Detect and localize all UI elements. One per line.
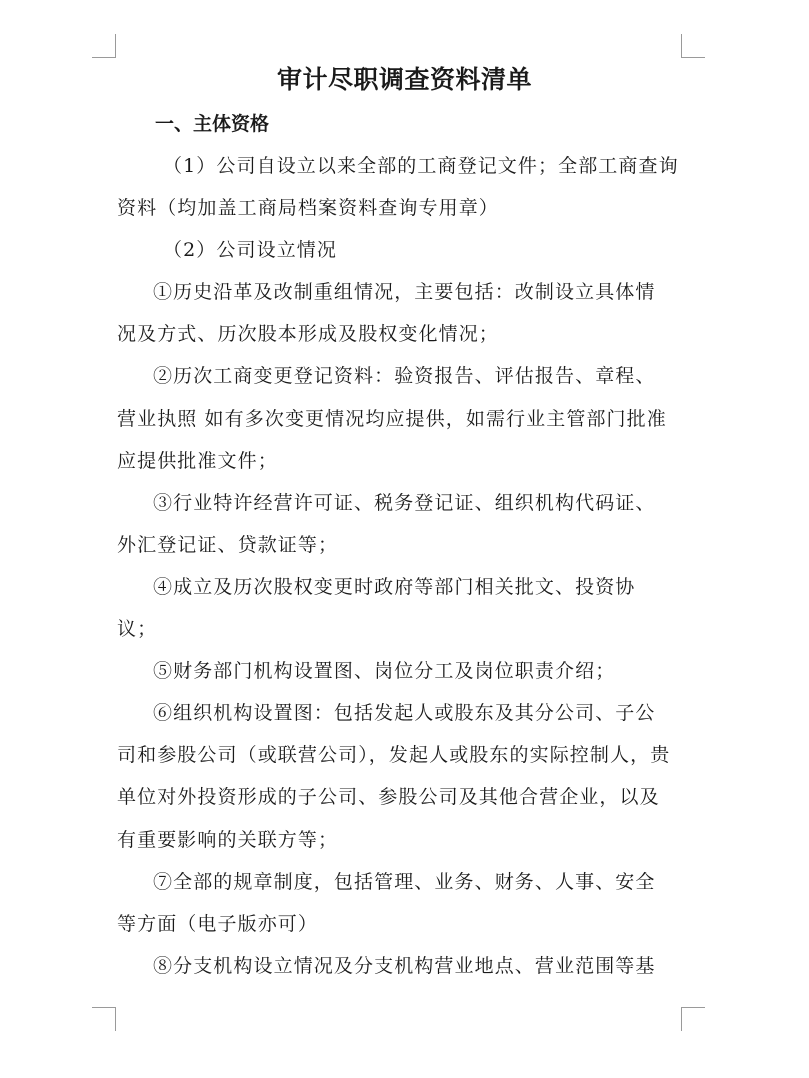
paragraph-line: 单位对外投资形成的子公司、参股公司及其他合营企业，以及 — [117, 786, 660, 809]
paragraph-line: 外汇登记证、贷款证等； — [117, 533, 339, 556]
section-heading: 一、主体资格 — [155, 113, 270, 135]
page-corner-mark-top-left — [92, 34, 116, 58]
paragraph-line: ①历史沿革及改制重组情况，主要包括：改制设立具体情 — [153, 281, 656, 304]
paragraph-line: 等方面（电子版亦可） — [117, 912, 319, 935]
page-corner-mark-bottom-right — [681, 1007, 705, 1031]
paragraph-line: ⑦全部的规章制度，包括管理、业务、财务、人事、安全 — [153, 870, 656, 893]
paragraph-line: 资料（均加盖工商局档案资料查询专用章） — [117, 197, 499, 220]
paragraph-line: 营业执照 如有多次变更情况均应提供，如需行业主管部门批准 — [117, 407, 667, 430]
paragraph-line: （1）公司自设立以来全部的工商登记文件；全部工商查询 — [163, 155, 679, 177]
paragraph-line: ⑥组织机构设置图：包括发起人或股东及其分公司、子公 — [153, 702, 656, 725]
page-corner-mark-bottom-left — [92, 1007, 116, 1031]
paragraph-line: 有重要影响的关联方等； — [117, 828, 339, 851]
paragraph-line: 议； — [117, 618, 158, 641]
paragraph-line: ⑤财务部门机构设置图、岗位分工及岗位职责介绍； — [153, 660, 616, 683]
paragraph-line: 应提供批准文件； — [117, 449, 278, 472]
paragraph-line: ③行业特许经营许可证、税务登记证、组织机构代码证、 — [153, 491, 656, 514]
paragraph-line: ④成立及历次股权变更时政府等部门相关批文、投资协 — [153, 575, 636, 598]
paragraph-line: （2）公司设立情况 — [163, 239, 337, 262]
document-title: 审计尽职调查资料清单 — [276, 65, 532, 94]
page-corner-mark-top-right — [681, 34, 705, 58]
paragraph-line: ②历次工商变更登记资料：验资报告、评估报告、章程、 — [153, 365, 656, 388]
paragraph-line: 司和参股公司（或联营公司），发起人或股东的实际控制人，贵 — [117, 744, 671, 767]
paragraph-line: ⑧分支机构设立情况及分支机构营业地点、营业范围等基 — [153, 954, 656, 977]
paragraph-line: 况及方式、历次股本形成及股权变化情况； — [117, 323, 499, 346]
document-body — [117, 145, 683, 987]
